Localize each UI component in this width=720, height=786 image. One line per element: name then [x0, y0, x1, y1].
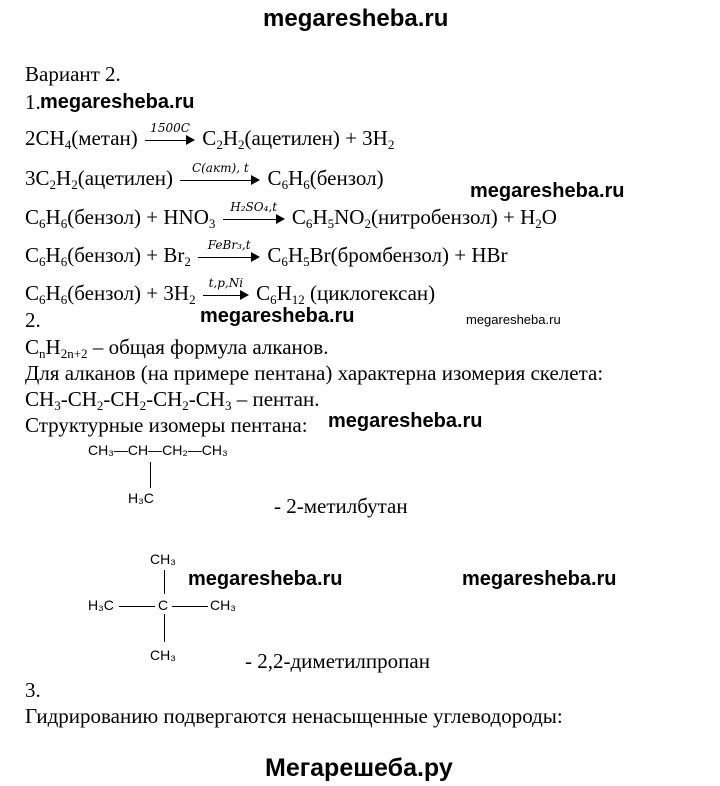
footer-site: Мегарешеба.ру	[265, 754, 453, 782]
watermark: megaresheba.ru	[200, 305, 355, 327]
isomer2-top: CH₃	[150, 551, 176, 567]
reaction-3: $C_6H_6(бензол) + HNO_3$ H₂SO₄,t $C_6H_5NO_2(нитробензол) + H_2O$	[25, 200, 557, 231]
bond-line	[164, 570, 165, 594]
isomer1-name: - 2-метилбутан	[274, 494, 408, 518]
reaction-5: $C_6H_6(бензол) + 3H_2$ t,p,Ni $C_6H_{12}$ (циклогексан)	[25, 276, 436, 307]
reaction-4: $C_6H_6(бензол) + Br_2$ FeBr₃,t $C_6H_5Br(бромбензол)$ + HBr	[25, 238, 508, 269]
isomer1-main-chain: CH₃—CH—CH₂—CH₃	[88, 442, 228, 458]
watermark: megaresheba.ru	[40, 91, 195, 113]
watermark: megaresheba.ru	[188, 568, 343, 590]
bond-line	[164, 614, 165, 642]
watermark: megaresheba.ru	[462, 568, 617, 590]
isomer2-center: C	[158, 597, 169, 613]
q1-number: 1.	[25, 90, 41, 114]
watermark: megaresheba.ru	[328, 410, 483, 432]
q3-number: 3.	[25, 678, 41, 702]
bond-line	[119, 606, 155, 607]
header-site: megaresheba.ru	[263, 5, 449, 32]
isomer1-branch: H₃C	[128, 490, 154, 506]
bond-line	[150, 462, 151, 488]
watermark: megaresheba.ru	[470, 180, 625, 202]
arrow-icon: C(акт), t	[180, 175, 260, 185]
isomer2-right: CH₃	[210, 597, 236, 613]
isomer2-left: H₃C	[88, 597, 114, 613]
q2-number: 2.	[25, 308, 41, 332]
variant-title: Вариант 2.	[25, 62, 121, 86]
arrow-icon: FeBr₃,t	[198, 252, 260, 262]
arrow-icon: H₂SO₄,t	[223, 214, 285, 224]
arrow-icon: t,p,Ni	[203, 290, 249, 300]
q3-text: Гидрированию подвергаются ненасыщенные углеводороды:	[25, 704, 563, 728]
isomerism-line: Для алканов (на примере пентана) характерна изомерия скелета:	[25, 361, 604, 385]
isomers-heading: Структурные изомеры пентана:	[25, 413, 308, 437]
watermark: megaresheba.ru	[466, 312, 561, 327]
isomer2-bottom: CH₃	[150, 647, 176, 663]
isomer2-name: - 2,2-диметилпропан	[245, 649, 430, 673]
alkane-formula: $C_nH_{2n+2}$ – общая формула алканов.	[25, 335, 329, 361]
pentane-formula: $CH_3-CH_2-CH_2-CH_2-CH_3$ – пентан.	[25, 387, 320, 413]
arrow-icon: 1500C	[145, 135, 195, 145]
reaction-1: $2CH_4(метан)$ 1500C $C_2H_2(ацетилен) + 3H_2$	[25, 121, 395, 152]
bond-line	[172, 606, 208, 607]
reaction-2: $3C_2H_2(ацетилен)$ C(акт), t $C_6H_6(бензол)$	[25, 161, 384, 192]
